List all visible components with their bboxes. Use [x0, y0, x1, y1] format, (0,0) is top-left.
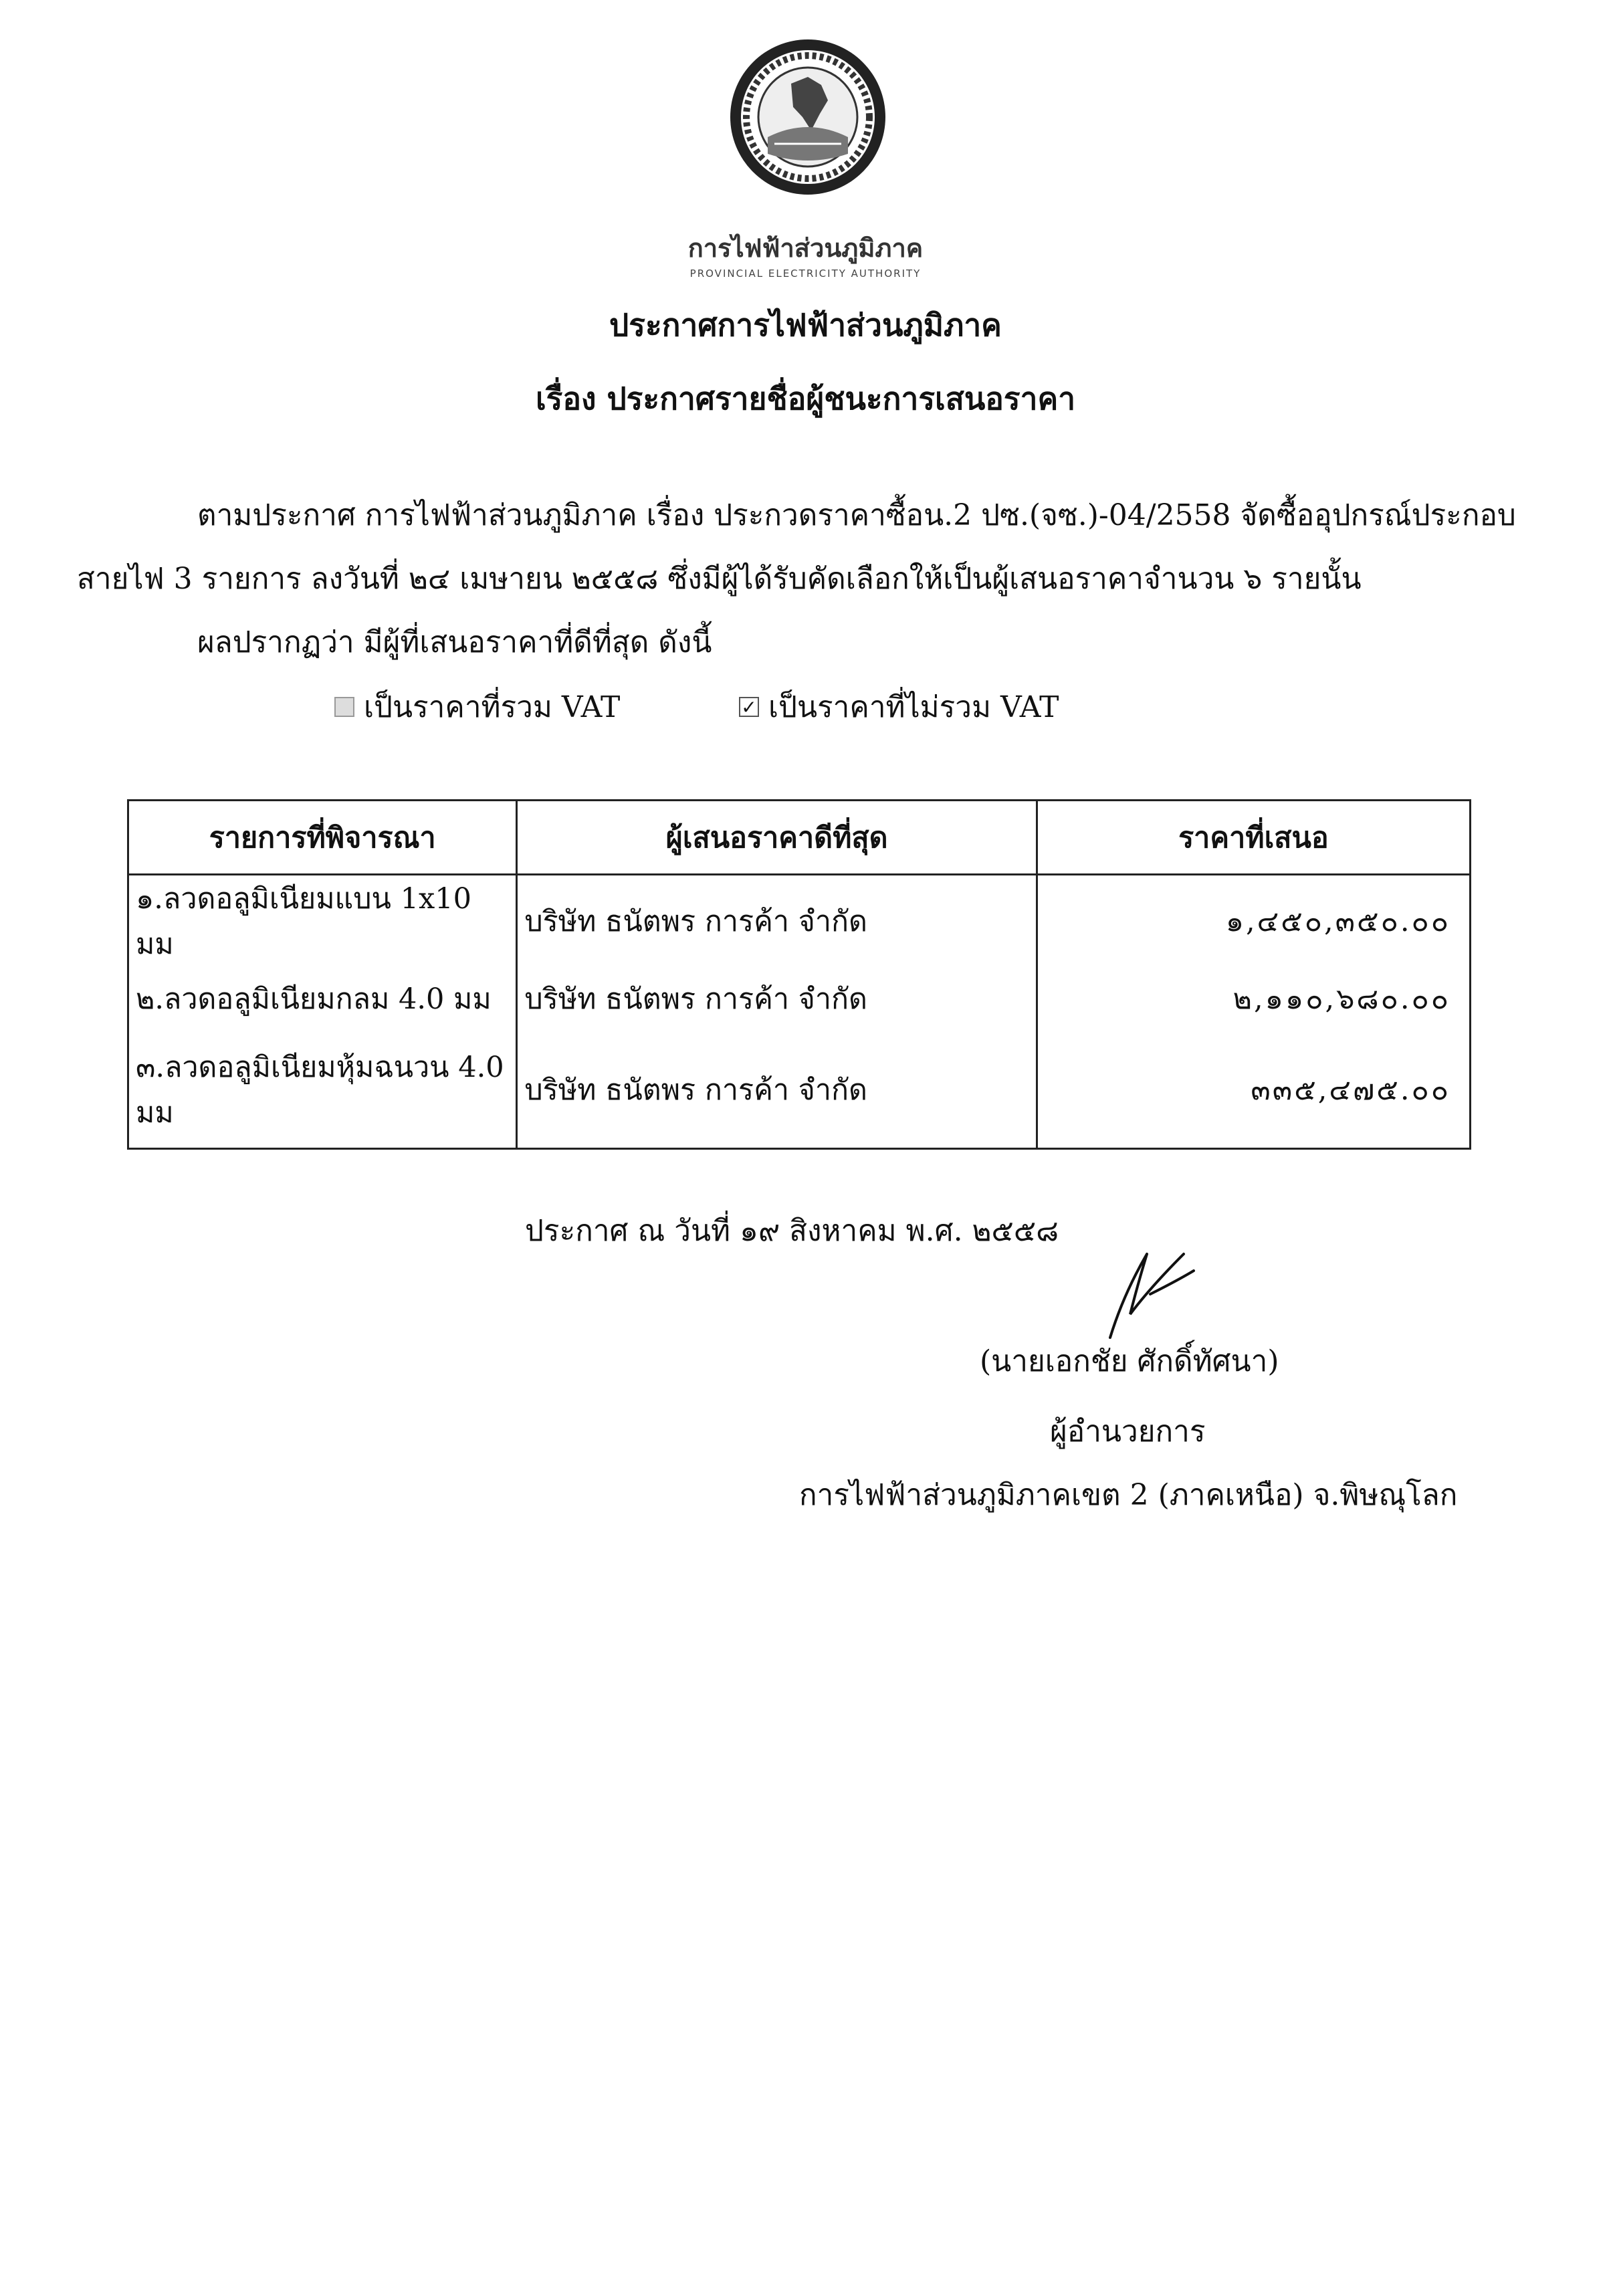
body-line-3: ผลปรากฏว่า มีผู้ที่เสนอราคาที่ดีที่สุด ดังนี้: [197, 625, 712, 659]
header-price: ราคาที่เสนอ: [1037, 801, 1470, 875]
announcement-date: ประกาศ ณ วันที่ ๑๙ สิงหาคม พ.ศ. ๒๕๕๘: [525, 1214, 1059, 1248]
vat-excluded-option: [739, 684, 1059, 730]
item-cell-line-2: มม: [136, 1095, 174, 1130]
logo-org-english: PROVINCIAL ELECTRICITY AUTHORITY: [689, 268, 922, 280]
price-cell: ๒,๑๑๐,๖๘๐.๐๐: [1037, 966, 1470, 1031]
announcement-subject: เรื่อง ประกาศรายชื่อผู้ชนะการเสนอราคา: [535, 381, 1076, 417]
table-row: [128, 875, 1471, 967]
vat-included-label: เป็นราคาที่รวม VAT: [364, 690, 621, 724]
checked-checkbox-icon: ✓: [739, 697, 759, 717]
vat-excluded-label: เป็นราคาที่ไม่รวม VAT: [768, 690, 1059, 724]
body-line-1: ตามประกาศ การไฟฟ้าส่วนภูมิภาค เรื่อง ประกวดราคาซื้อน.2 ปซ.(จซ.)-04/2558 จัดซื้ออุปกรณ์ประกอบ: [197, 498, 1516, 532]
body-line-2: สายไฟ 3 รายการ ลงวันที่ ๒๔ เมษายน ๒๕๕๘ ซึ่งมีผู้ได้รับคัดเลือกให้เป็นผู้เสนอราคาจำนวน ๖ รายนั้น: [77, 562, 1362, 596]
signer-position: ผู้อำนวยการ: [1050, 1415, 1206, 1449]
table-header-row: [128, 801, 1471, 875]
handwritten-signature: [1083, 1214, 1217, 1348]
bidder-cell: บริษัท ธนัตพร การค้า จำกัด: [517, 1031, 1037, 1149]
signer-name: (นายเอกชัย ศักดิ์ทัศนา): [980, 1344, 1279, 1378]
vat-included-option: [334, 684, 620, 730]
logo-org-thai: การไฟฟ้าส่วนภูมิภาค: [687, 233, 924, 263]
header-bidder: ผู้เสนอราคาดีที่สุด: [517, 801, 1037, 875]
signer-office: การไฟฟ้าส่วนภูมิภาคเขต 2 (ภาคเหนือ) จ.พิษณุโลก: [799, 1478, 1458, 1512]
winning-bids-table: [127, 799, 1471, 1150]
pea-logo-seal: [728, 37, 888, 197]
item-cell: ๒.ลวดอลูมิเนียมกลม 4.0 มม: [128, 966, 517, 1031]
item-cell: [128, 1031, 517, 1149]
announcement-title: ประกาศการไฟฟ้าส่วนภูมิภาค: [609, 307, 1002, 343]
price-cell: ๑,๔๕๐,๓๕๐.๐๐: [1037, 875, 1470, 967]
item-cell: ๑.ลวดอลูมิเนียมแบน 1x10 มม: [128, 875, 517, 967]
item-cell-line-1: ๓.ลวดอลูมิเนียมหุ้มฉนวน 4.0: [136, 1050, 504, 1084]
table-row: [128, 966, 1471, 1031]
unchecked-checkbox-icon: [334, 697, 354, 717]
header-item: รายการที่พิจารณา: [128, 801, 517, 875]
bidder-cell: บริษัท ธนัตพร การค้า จำกัด: [517, 875, 1037, 967]
table-row: [128, 1031, 1471, 1149]
bidder-cell: บริษัท ธนัตพร การค้า จำกัด: [517, 966, 1037, 1031]
price-cell: ๓๓๕,๔๗๕.๐๐: [1037, 1031, 1470, 1149]
